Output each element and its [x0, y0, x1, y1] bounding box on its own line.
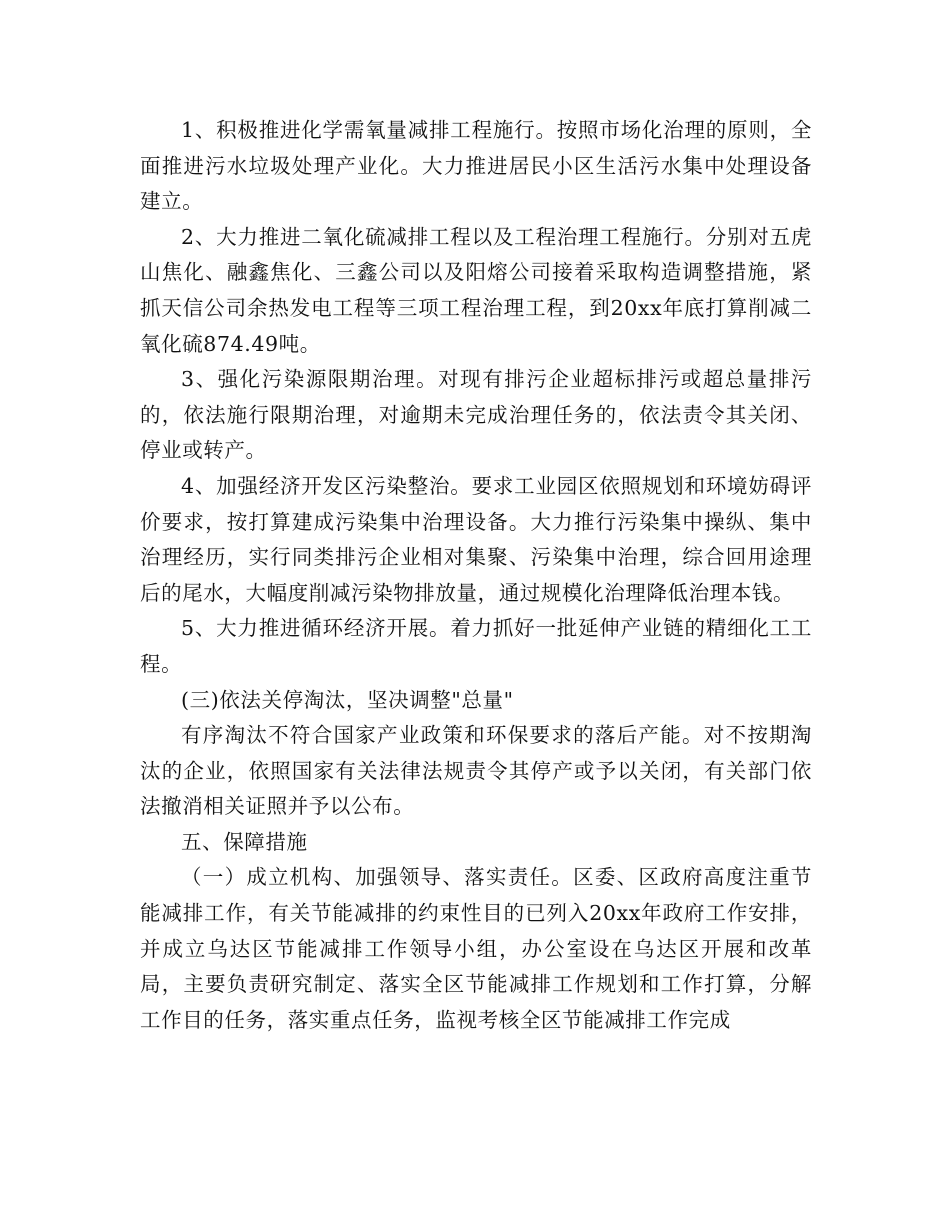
paragraph-eliminate-capacity: 有序淘汰不符合国家产业政策和环保要求的落后产能。对不按期淘汰的企业，依照国家有关法律法规责令其停产或予以关闭，有关部门依法撤消相关证照并予以公布。	[140, 723, 812, 819]
paragraph-circular-economy: 5、大力推进循环经济开展。着力抓好一批延伸产业链的精细化工工程。	[140, 616, 812, 676]
paragraph-cod-reduction: 1、积极推进化学需氧量减排工程施行。按照市场化治理的原则，全面推进污水垃圾处理产业化。大力推进居民小区生活污水集中处理设备建立。	[140, 118, 812, 214]
section-heading-safeguards: 五、保障措施	[181, 829, 308, 854]
document-body	[140, 113, 812, 1038]
paragraph-pollution-deadline: 3、强化污染源限期治理。对现有排污企业超标排污或超总量排污的，依法施行限期治理，对逾期未完成治理任务的，依法责令其关闭、停业或转产。	[140, 367, 812, 463]
paragraph-so2-reduction: 2、大力推进二氧化硫减排工程以及工程治理工程施行。分别对五虎山焦化、融鑫焦化、三鑫公司以及阳熔公司接着采取构造调整措施，紧抓天信公司余热发电工程等三项工程治理工程，到20xx年底打算削减二氧化硫874.49吨。	[140, 224, 812, 356]
paragraph-development-zone: 4、加强经济开发区污染整治。要求工业园区依照规划和环境妨碍评价要求，按打算建成污染集中治理设备。大力推行污染集中操纵、集中治理经历，实行同类排污企业相对集聚、污染集中治理，综合回用途理后的尾水，大幅度削减污染物排放量，通过规模化治理降低治理本钱。	[140, 473, 812, 605]
paragraph-leadership: （一）成立机构、加强领导、落实责任。区委、区政府高度注重节能减排工作，有关节能减排的约束性目的已列入20xx年政府工作安排，并成立乌达区节能减排工作领导小组，办公室设在乌达区开展和改革局，主要负责研究制定、落实全区节能减排工作规划和工作打算，分解工作目的任务，落实重点任务，监视考核全区节能减排工作完成	[140, 865, 812, 1032]
section-heading-shutdown: (三)依法关停淘汰，坚决调整"总量"	[181, 687, 514, 712]
